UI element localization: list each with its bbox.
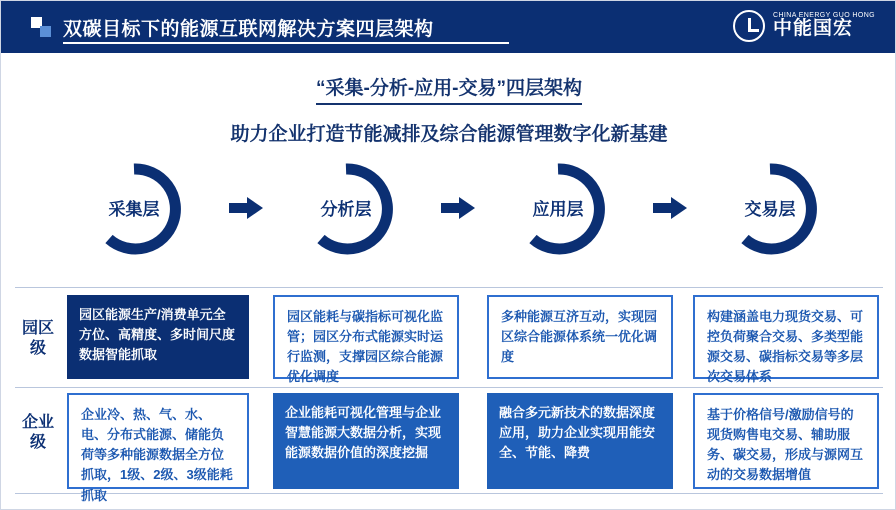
squares-icon <box>31 17 51 37</box>
logo-cn-text: 中能国宏 <box>772 18 853 40</box>
card-park-collection: 园区能源生产/消费单元全方位、高精度、多时间尺度数据智能抓取 <box>67 295 249 379</box>
header-bar <box>1 1 896 53</box>
divider-top <box>15 287 883 288</box>
arrow-right-icon <box>229 197 263 219</box>
layer-ring-trading <box>715 161 825 257</box>
subtitle-block <box>1 73 896 146</box>
card-enterprise-analysis: 企业能耗可视化管理与企业智慧能源大数据分析，实现能源数据价值的深度挖掘 <box>273 393 459 489</box>
card-park-analysis: 园区能耗与碳指标可视化监管；园区分布式能源实时运行监测，支撑园区综合能源优化调度 <box>273 295 459 379</box>
card-enterprise-application: 融合多元新技术的数据深度应用，助力企业实现用能安全、节能、降费 <box>487 393 673 489</box>
subtitle-line-1: “采集-分析-应用-交易”四层架构 <box>316 73 582 105</box>
card-park-trading: 构建涵盖电力现货交易、可控负荷聚合交易、多类型能源交易、碳指标交易等多层次交易体系 <box>693 295 879 379</box>
layer-label: 采集层 <box>108 200 160 219</box>
layer-label: 应用层 <box>532 200 584 219</box>
company-logo-icon <box>733 10 875 42</box>
arrow-right-icon <box>653 197 687 219</box>
logo-mark-icon <box>733 10 765 42</box>
page-title: 双碳目标下的能源互联网解决方案四层架构 <box>63 18 434 40</box>
layer-label: 交易层 <box>744 200 796 219</box>
subtitle-line-2: 助力企业打造节能减排及综合能源管理数字化新基建 <box>230 124 668 145</box>
row-label-park: 园区级 <box>21 320 54 357</box>
layer-ring-collection <box>79 161 189 257</box>
logo-en-text: CHINA ENERGY GUO HONG <box>772 11 875 19</box>
layer-ring-row <box>1 161 896 271</box>
layer-ring-application <box>503 161 613 257</box>
title-underline <box>63 42 509 44</box>
arrow-right-icon <box>441 197 475 219</box>
layer-label: 分析层 <box>320 200 372 219</box>
card-enterprise-trading: 基于价格信号/激励信号的现货购售电交易、辅助服务、碳交易，形成与源网互动的交易数据增值 <box>693 393 879 489</box>
card-enterprise-collection: 企业冷、热、气、水、电、分布式能源、储能负荷等多种能源数据全方位抓取，1级、2级、3级能耗抓取 <box>67 393 249 489</box>
card-park-application: 多种能源互济互动，实现园区综合能源体系统一优化调度 <box>487 295 673 379</box>
layer-ring-analysis <box>291 161 401 257</box>
divider-bottom <box>15 493 883 494</box>
row-label-enterprise: 企业级 <box>21 414 54 451</box>
